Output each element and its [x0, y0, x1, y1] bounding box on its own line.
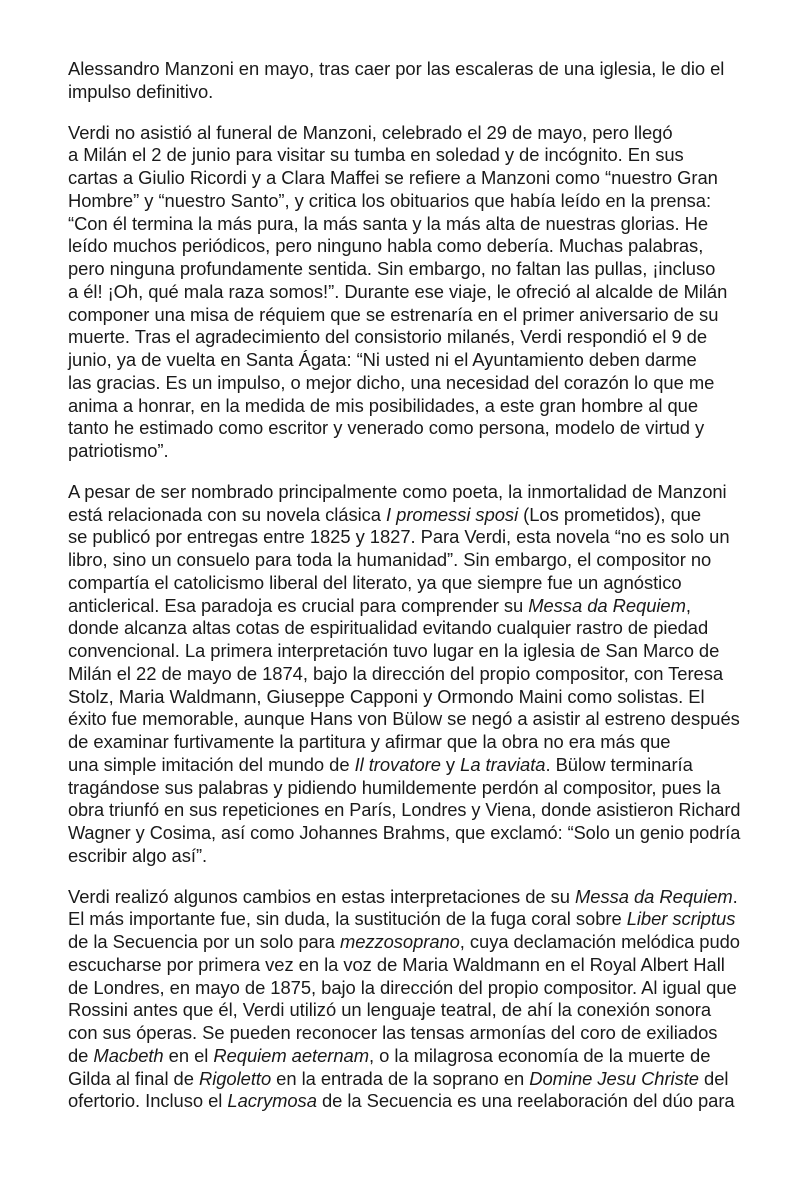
text-line: de la Secuencia por un solo para mezzosoprano, cuya declamación melódica pudo [68, 931, 740, 952]
text-line: se publicó por entregas entre 1825 y 1827. Para Verdi, esta novela “no es solo un [68, 526, 730, 548]
italic-title: La traviata [460, 753, 546, 775]
text-line: El más importante fue, sin duda, la sustitución de la fuga coral sobre Liber scriptus [68, 908, 736, 930]
italic-title: mezzosoprano [339, 931, 460, 952]
text-line: Hombre” y “nuestro Santo”, y critica los obituarios que había leído en la prensa: [68, 189, 712, 211]
italic-title: Requiem aeternam [213, 1044, 369, 1066]
text-line: ofertorio. Incluso el Lacrymosa de la Secuencia es una reelaboración del dúo para [68, 1090, 735, 1112]
italic-title: Messa da Requiem [528, 594, 686, 616]
italic-title: Domine Jesu Christe [529, 1067, 699, 1089]
text-line: pero ninguna profundamente sentida. Sin embargo, no faltan las pullas, ¡incluso [68, 258, 716, 279]
italic-title: Lacrymosa [227, 1090, 317, 1112]
text-line: Alessandro Manzoni en mayo, tras caer por las escaleras de una iglesia, le dio el [68, 58, 725, 79]
text-line: donde alcanza altas cotas de espiritualidad evitando cualquier rastro de piedad [68, 617, 709, 639]
text-line: compartía el catolicismo liberal del literato, ya que siempre fue un agnóstico [68, 571, 682, 593]
text-line: de Macbeth en el Requiem aeternam, o la milagrosa economía de la muerte de [68, 1044, 711, 1066]
text-line: Verdi realizó algunos cambios en estas interpretaciones de su Messa da Requiem. [68, 885, 738, 907]
italic-title: Rigoletto [198, 1067, 272, 1089]
text-line: éxito fue memorable, aunque Hans von Bülow se negó a asistir al estreno después [68, 708, 740, 730]
italic-title: Macbeth [93, 1044, 164, 1066]
text-line: Gilda al final de Rigoletto en la entrada de la soprano en Domine Jesu Christe del [68, 1067, 729, 1089]
text-line: cartas a Giulio Ricordi y a Clara Maffei se refiere a Manzoni como “nuestro Gran [68, 167, 718, 188]
text-line: obra triunfó en sus repeticiones en París, Londres y Viena, donde asistieron Richard [68, 799, 741, 821]
text-line: escucharse por primera vez en la voz de Maria Waldmann en el Royal Albert Hall [68, 953, 725, 975]
text-line: escribir algo así”. [68, 844, 208, 866]
text-line: convencional. La primera interpretación tuvo lugar en la iglesia de San Marco de [68, 640, 720, 661]
text-line: Rossini antes que él, Verdi utilizó un lenguaje teatral, de ahí la conexión sonora [68, 999, 712, 1021]
text-line: de Londres, en mayo de 1875, bajo la dirección del propio compositor. Al igual que [68, 976, 737, 998]
text-line: muerte. Tras el agradecimiento del consistorio milanés, Verdi respondió el 9 de [68, 326, 708, 348]
text-line: anticlerical. Esa paradoja es crucial para comprender su Messa da Requiem, [68, 594, 691, 616]
text-line: anima a honrar, en la medida de mis posibilidades, a este gran hombre al que [68, 394, 699, 416]
text-line: tanto he estimado como escritor y venerado como persona, modelo de virtud y [68, 417, 705, 439]
paragraph [68, 886, 740, 1114]
text-line: con sus óperas. Se pueden reconocer las tensas armonías del coro de exiliados [68, 1022, 718, 1043]
text-line: patriotismo”. [68, 440, 169, 461]
text-line: “Con él termina la más pura, la más santa y la más alta de nuestras glorias. He [68, 212, 709, 234]
paragraph [68, 481, 740, 868]
paragraph [68, 122, 740, 463]
text-line: impulso definitivo. [68, 80, 214, 102]
text-line: A pesar de ser nombrado principalmente como poeta, la inmortalidad de Manzoni [68, 480, 727, 502]
text-line: leído muchos periódicos, pero ninguno habla como debería. Muchas palabras, [68, 235, 704, 257]
text-line: a Milán el 2 de junio para visitar su tumba en soledad y de incógnito. En sus [68, 144, 684, 166]
italic-title: I promessi sposi [386, 503, 519, 525]
text-line: Wagner y Cosima, así como Johannes Brahms, que exclamó: “Solo un genio podría [68, 822, 741, 843]
text-line: las gracias. Es un impulso, o mejor dicho, una necesidad del corazón lo que me [68, 371, 715, 393]
text-line: a él! ¡Oh, qué mala raza somos!”. Durante ese viaje, le ofreció al alcalde de Milán [68, 280, 728, 302]
italic-title: Messa da Requiem [575, 885, 733, 907]
paragraph [68, 58, 740, 104]
document-page [68, 58, 740, 1113]
text-line: de examinar furtivamente la partitura y afirmar que la obra no era más que [68, 731, 671, 752]
text-line: libro, sino un consuelo para toda la humanidad”. Sin embargo, el compositor no [68, 549, 712, 570]
text-line: componer una misa de réquiem que se estrenaría en el primer aniversario de su [68, 303, 719, 325]
text-line: junio, ya de vuelta en Santa Ágata: “Ni usted ni el Ayuntamiento deben darme [68, 349, 697, 370]
italic-title: Il trovatore [354, 753, 441, 775]
text-line: tragándose sus palabras y pidiendo humildemente perdón al compositor, pues la [68, 776, 721, 798]
text-line: Stolz, Maria Waldmann, Giuseppe Capponi y Ormondo Maini como solistas. El [68, 685, 705, 707]
text-line: está relacionada con su novela clásica I promessi sposi (Los prometidos), que [68, 503, 702, 525]
italic-title: Liber scriptus [626, 908, 736, 930]
text-line: una simple imitación del mundo de Il trovatore y La traviata. Bülow terminaría [68, 753, 693, 775]
text-line: Milán el 22 de mayo de 1874, bajo la dirección del propio compositor, con Teresa [68, 662, 724, 684]
text-line: Verdi no asistió al funeral de Manzoni, celebrado el 29 de mayo, pero llegó [68, 121, 673, 143]
